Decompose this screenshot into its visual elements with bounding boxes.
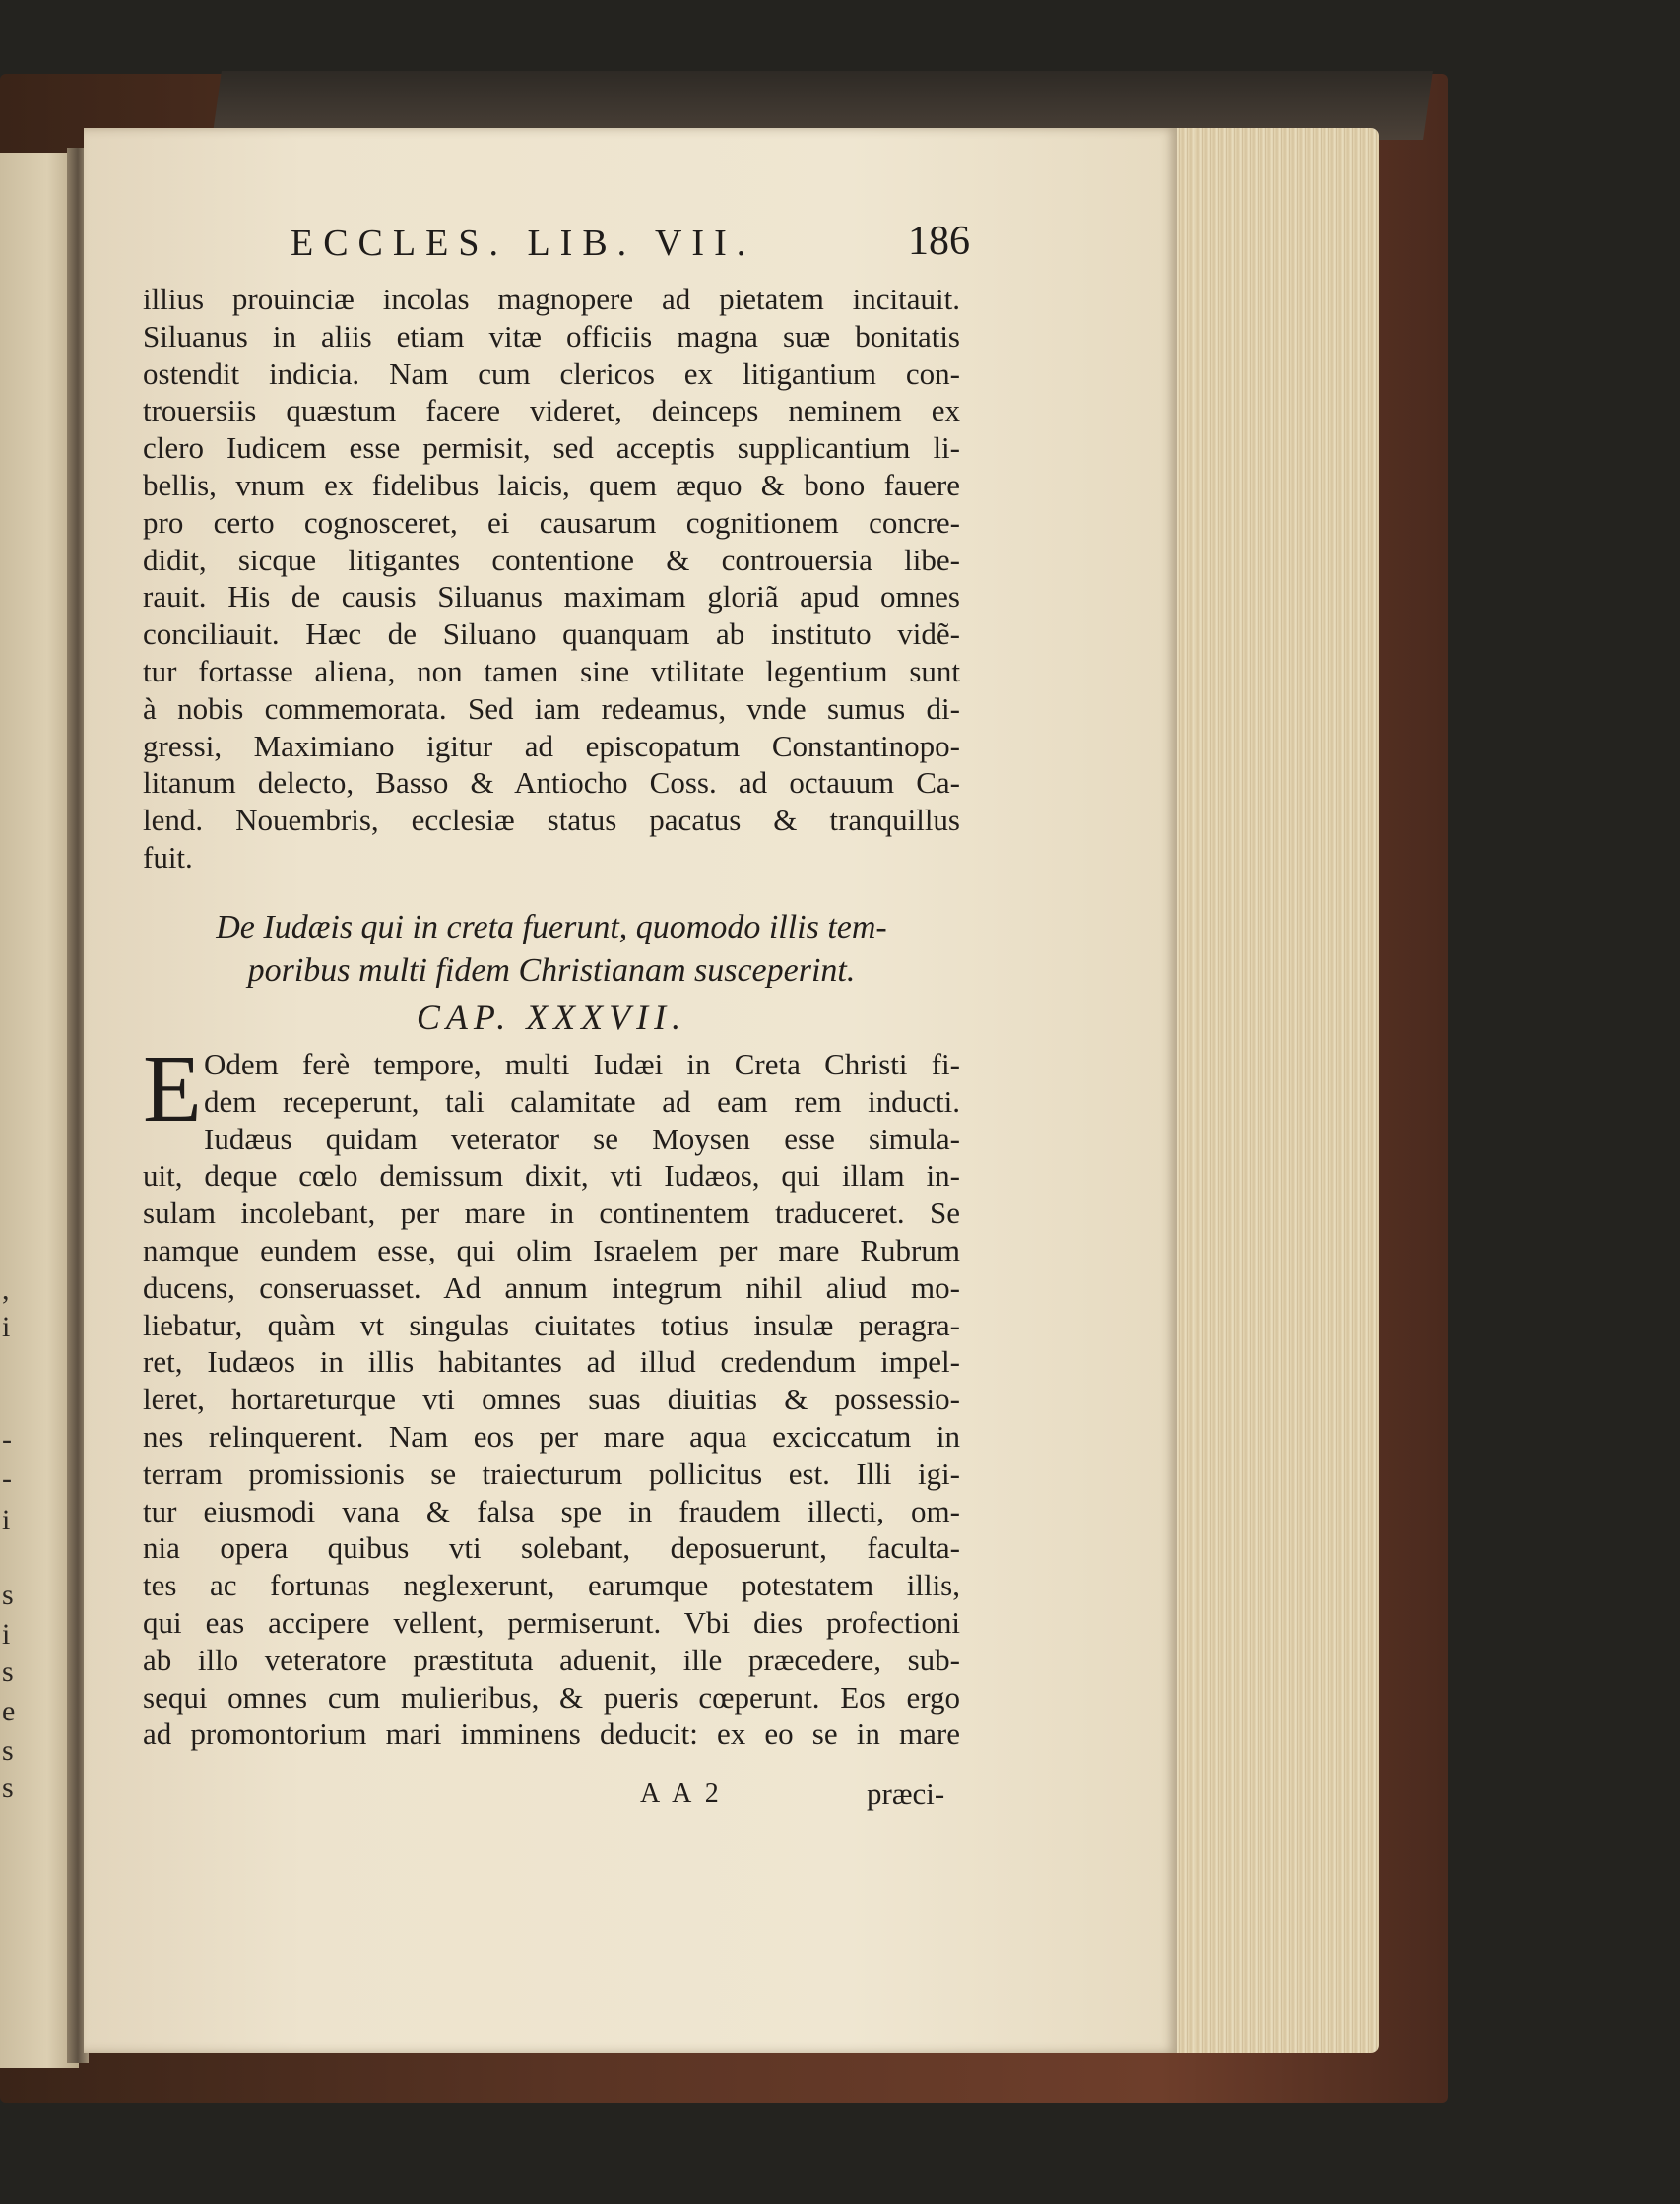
text-line: à nobis commemorata. Sed iam redeamus, vnde sumus di- (143, 690, 960, 726)
text-line: Siluanus in aliis etiam vitæ officiis magna suæ bonitatis (143, 318, 960, 354)
catchword: præci- (867, 1777, 945, 1811)
text-line: tes ac fortunas neglexerunt, earumque potestatem illis, (143, 1568, 960, 1603)
text-line: ostendit indicia. Nam cum clericos ex litigantium con- (143, 356, 960, 391)
text-line: conciliauit. Hæc de Siluano quanquam ab instituto vidẽ- (143, 616, 960, 652)
paragraph-1 (143, 281, 960, 876)
text-line: trouersiis quæstum facere videret, deinceps neminem ex (143, 393, 960, 428)
left-page-fragment: s (2, 1734, 14, 1767)
text-line: rauit. His de causis Siluanus maximam gloriã apud omnes (143, 579, 960, 615)
text-line: tur eiusmodi vana & falsa spe in fraudem illecti, om- (143, 1493, 960, 1528)
text-line: leret, hortareturque vti omnes suas diuitias & possessio- (143, 1382, 960, 1417)
left-page-fragment: s (2, 1655, 14, 1688)
text-line: dem receperunt, tali calamitate ad eam rem inducti. (204, 1083, 960, 1119)
text-line: tur fortasse aliena, non tamen sine vtilitate legentium sunt (143, 653, 960, 688)
text-line: liebatur, quàm vt singulas ciuitates totius insulæ peragra- (143, 1307, 960, 1342)
text-line: qui eas accipere vellent, permiserunt. Vbi dies profectioni (143, 1604, 960, 1640)
text-line: gressi, Maximiano igitur ad episcopatum Constantinopo- (143, 728, 960, 763)
heading-line: De Iudæis qui in creta fuerunt, quomodo illis tem- (216, 909, 887, 945)
running-title: ECCLES. LIB. VII. (291, 223, 756, 264)
drop-capital: E (143, 1036, 202, 1142)
left-page-fragment: i (2, 1618, 11, 1651)
text-line: pro certo cognosceret, ei causarum cognitionem concre- (143, 504, 960, 540)
left-page-fragment: s (2, 1772, 14, 1804)
text-line: ret, Iudæos in illis habitantes ad illud credendum impel- (143, 1344, 960, 1380)
text-line: didit, sicque litigantes contentione & controuersia libe- (143, 542, 960, 577)
text-line: ab illo veteratore præstituta aduenit, ille præcedere, sub- (143, 1642, 960, 1677)
text-line: Iudæus quidam veterator se Moysen esse simula- (204, 1121, 960, 1156)
left-page-fragment: i (2, 1311, 11, 1343)
text-line: litanum delecto, Basso & Antiocho Coss. ad octauum Ca- (143, 765, 960, 801)
text-line: terram promissionis se traiecturum pollicitus est. Illi igi- (143, 1456, 960, 1491)
page-edges (1172, 128, 1379, 2053)
left-page-fragment: e (2, 1695, 16, 1727)
text-line: fuit. (143, 839, 193, 875)
chapter-heading (143, 906, 960, 993)
paragraph-2 (143, 1036, 960, 1753)
text-line: ducens, conseruasset. Ad annum integrum nihil aliud mo- (143, 1269, 960, 1305)
text-line: Odem ferè tempore, multi Iudæi in Creta Christi fi- (204, 1047, 960, 1081)
text-line: bellis, vnum ex fidelibus laicis, quem æquo & bono fauere (143, 467, 960, 502)
text-line: nes relinquerent. Nam eos per mare aqua exciccatum in (143, 1418, 960, 1454)
running-head (291, 219, 970, 277)
text-line: clero Iudicem esse permisit, sed acceptis supplicantium li- (143, 430, 960, 466)
chapter-number: CAP. XXXVII. (416, 998, 687, 1037)
left-page-fragment: - (2, 1423, 12, 1456)
text-line: nia opera quibus vti solebant, deposuerunt, faculta- (143, 1530, 960, 1566)
text-line: lend. Nouembris, ecclesiæ status pacatus & tranquillus (143, 803, 960, 838)
text-line: ad promontorium mari imminens deducit: ex eo se in mare (143, 1717, 960, 1752)
text-line: namque eundem esse, qui olim Israelem per mare Rubrum (143, 1232, 960, 1267)
left-page-fragment: , (2, 1273, 10, 1306)
heading-line: poribus multi fidem Christianam susceperint. (247, 952, 856, 989)
left-page-fragment: i (2, 1504, 11, 1536)
left-page-fragment: - (2, 1462, 12, 1495)
left-page-fragment: s (2, 1579, 14, 1611)
text-line: illius prouinciæ incolas magnopere ad pietatem incitauit. (143, 282, 960, 316)
text-line: uit, deque cœlo demissum dixit, vti Iudæos, qui illam in- (143, 1158, 960, 1194)
text-line: sequi omnes cum mulieribus, & pueris cœperunt. Eos ergo (143, 1679, 960, 1715)
text-line: sulam incolebant, per mare in continentem traduceret. Se (143, 1196, 960, 1231)
page-number: 186 (908, 219, 970, 264)
signature-mark: A A 2 (640, 1779, 723, 1809)
